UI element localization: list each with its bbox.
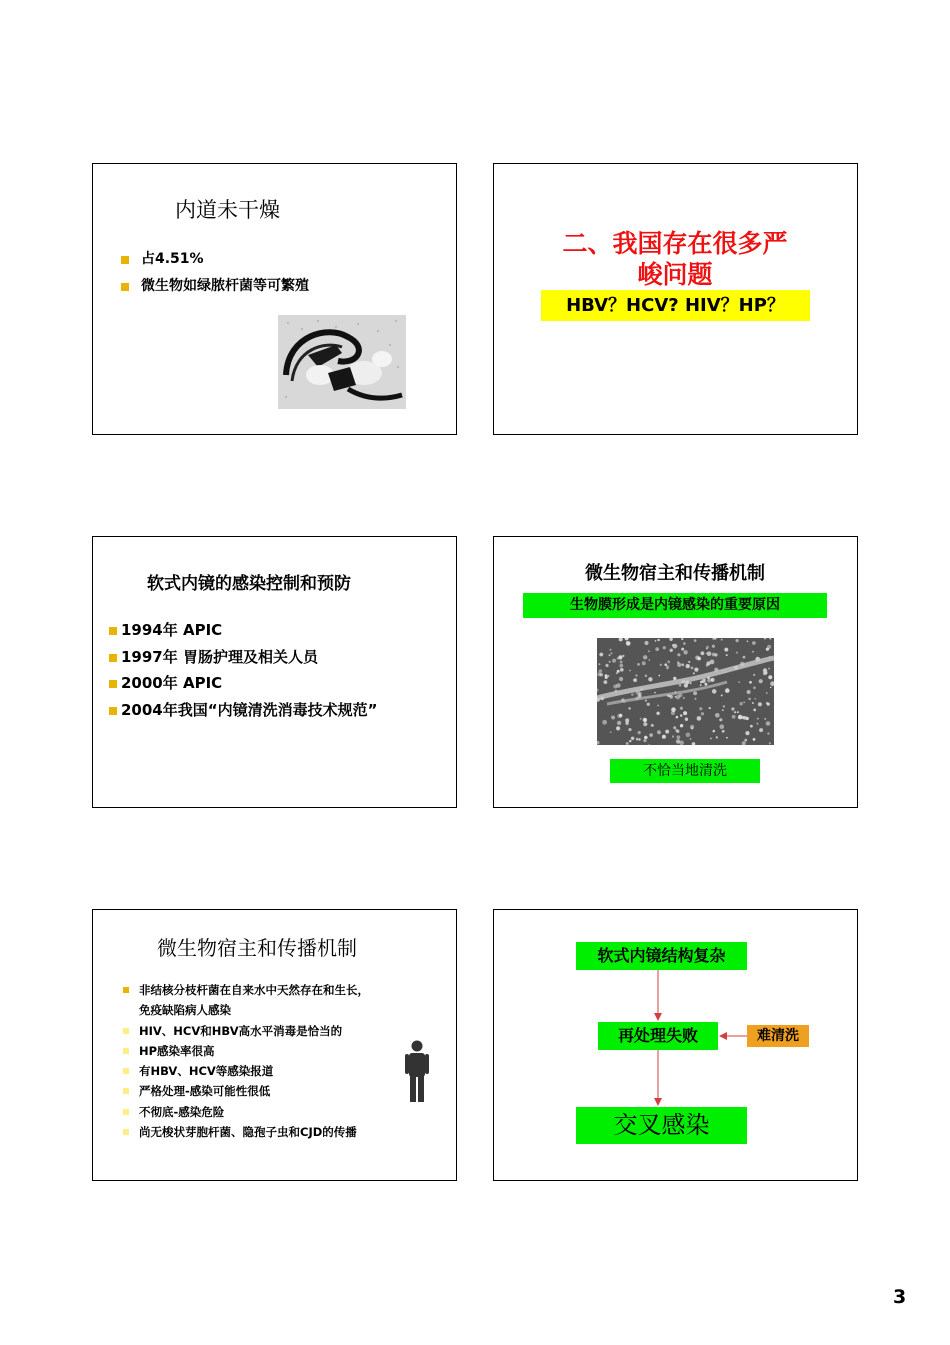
slide-4 xyxy=(493,536,858,808)
list-item: 不彻底-感染危险 xyxy=(123,1102,369,1122)
list-item: HIV、HCV和HBV高水平消毒是恰当的 xyxy=(123,1021,369,1041)
bullet-icon xyxy=(121,256,129,264)
slide-3 xyxy=(92,536,457,808)
bullet-list xyxy=(121,246,309,300)
slide-title: 内道未干燥 xyxy=(175,198,280,222)
slide-6 xyxy=(493,909,858,1181)
person-icon xyxy=(403,1040,431,1102)
list-item: 2004年我国“内镜清洗消毒技术规范” xyxy=(107,697,377,724)
bullet-icon xyxy=(123,987,129,993)
bullet-icon xyxy=(109,627,117,635)
slide-5 xyxy=(92,909,457,1181)
list-item: 严格处理-感染可能性很低 xyxy=(123,1081,369,1101)
bullet-icon xyxy=(109,707,117,715)
bullet-icon xyxy=(109,654,117,662)
bullet-icon xyxy=(123,1088,129,1094)
page-number: 3 xyxy=(893,1286,907,1308)
slide-2 xyxy=(493,163,858,435)
slide-title: 微生物宿主和传播机制 xyxy=(585,563,765,584)
flow-box-structure: 软式内镜结构复杂 xyxy=(576,942,747,970)
bullet-icon xyxy=(123,1048,129,1054)
highlight-box: 不恰当地清洗 xyxy=(610,759,760,783)
list-item: 占4.51% xyxy=(121,246,309,273)
list-item: 微生物如绿脓杆菌等可繁殖 xyxy=(121,273,309,300)
list-item: 1994年 APIC xyxy=(107,617,377,644)
bullet-icon xyxy=(123,1028,129,1034)
list-item: HP感染率很高 xyxy=(123,1041,369,1061)
bullet-icon xyxy=(123,1068,129,1074)
bullet-icon xyxy=(121,283,129,291)
highlight-box: 生物膜形成是内镜感染的重要原因 xyxy=(523,593,827,618)
list-item: 1997年 胃肠护理及相关人员 xyxy=(107,644,377,671)
slide-title: 二、我国存在很多严 峻问题 xyxy=(562,229,788,289)
slide-title: 微生物宿主和传播机制 xyxy=(157,936,357,960)
bullet-list xyxy=(123,980,369,1142)
list-item: 2000年 APIC xyxy=(107,670,377,697)
bullet-list xyxy=(107,617,377,723)
list-item: 有HBV、HCV等感染报道 xyxy=(123,1061,369,1081)
highlight-box: HBV？HCV? HIV？HP？ xyxy=(541,290,810,321)
endoscope-photo xyxy=(278,315,406,409)
slide-1 xyxy=(92,163,457,435)
slide-title: 软式内镜的感染控制和预防 xyxy=(147,574,351,594)
flow-box-reprocess-fail: 再处理失败 xyxy=(598,1022,718,1050)
list-item: 尚无梭状芽胞杆菌、隐孢子虫和CJD的传播 xyxy=(123,1122,369,1142)
flow-box-cross-infection: 交叉感染 xyxy=(576,1107,747,1144)
bullet-icon xyxy=(123,1109,129,1115)
bullet-icon xyxy=(109,680,117,688)
list-item: 非结核分枝杆菌在自来水中天然存在和生长， xyxy=(123,980,369,1000)
biofilm-micrograph xyxy=(597,638,774,745)
list-item: 免疫缺陷病人感染 xyxy=(139,1003,231,1018)
flow-box-hard-to-clean: 难清洗 xyxy=(747,1025,809,1047)
bullet-icon xyxy=(123,1129,129,1135)
